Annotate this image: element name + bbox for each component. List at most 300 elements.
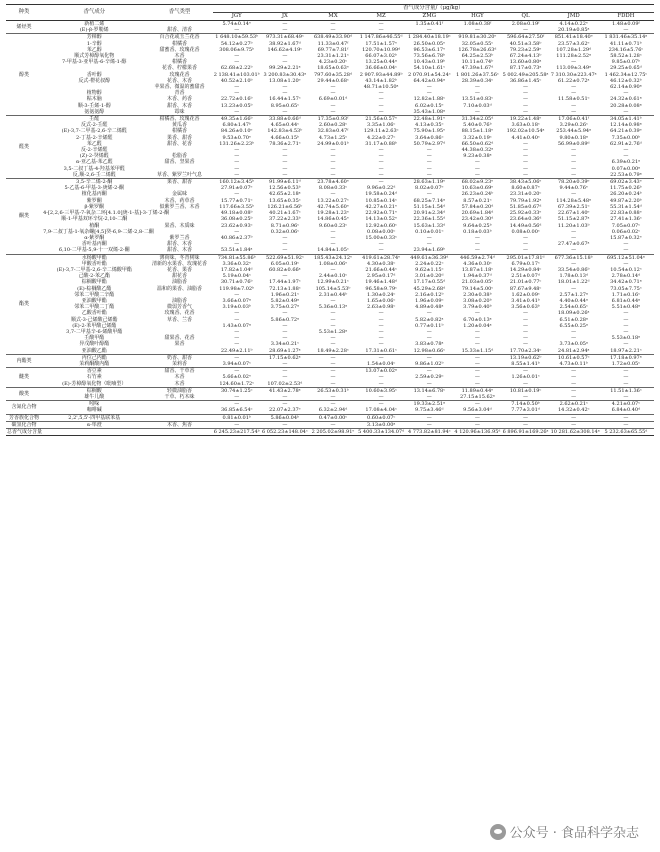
value-cell: — bbox=[309, 421, 357, 428]
compound-cell: 己酸-2-苯乙酯 bbox=[78, 273, 111, 280]
value-cell: — bbox=[261, 247, 309, 254]
value-cell: 5 002.49±205.58ᵃ bbox=[502, 71, 549, 78]
value-cell: 17.15±0.62ᵃ bbox=[269, 354, 301, 361]
odor-type-cell: 果香、甜香 bbox=[167, 179, 193, 186]
value-cell: 64.21±0.39ᵉ bbox=[610, 128, 642, 135]
value-cell: — bbox=[330, 234, 336, 241]
value-cell: 22.48±1.91ᵉ bbox=[413, 116, 446, 123]
value-cell: — bbox=[571, 84, 577, 91]
odor-type-cell: 干草、朽木味 bbox=[146, 394, 212, 401]
odor-type-cell: 松脂香 bbox=[172, 153, 188, 160]
value-cell: — bbox=[426, 241, 432, 248]
value-cell: 56.99±0.89ᵈ bbox=[557, 140, 590, 147]
value-cell: 7.05±0.07ᶜ bbox=[611, 222, 640, 229]
compound-cell: 3,5-辛二烯-2-酮 bbox=[76, 179, 113, 186]
value-cell: — bbox=[330, 297, 336, 304]
compound-cell: α-紫罗酮 bbox=[84, 234, 105, 241]
value-cell: 20.91±2.34ᵈ bbox=[413, 210, 446, 217]
value-cell: 3 200.83±30.43ᵃ bbox=[263, 71, 307, 78]
watermark-text: 公众号 · 食品科学杂志 bbox=[509, 826, 639, 841]
value-cell: 5.19±0.04ᶜ bbox=[222, 273, 251, 280]
value-cell: — bbox=[405, 172, 453, 179]
value-cell: 96.58±9.79ᶜ bbox=[365, 285, 397, 292]
value-cell: 42.74±5.60ᵉ bbox=[317, 203, 349, 210]
compound-cell: 顺-1-甲基双环辛烷-2,10-二酮 bbox=[61, 216, 128, 223]
value-cell: — bbox=[623, 341, 629, 348]
value-cell: 5.36±0.13ᵃ bbox=[318, 304, 348, 311]
total-value-cell: 2 205.02±98.91ᵉ bbox=[309, 429, 357, 436]
value-cell: — bbox=[378, 316, 384, 323]
value-cell: 19.28±1.23ᵉ bbox=[317, 210, 349, 217]
value-cell: 11.51±1.36ᶜ bbox=[610, 387, 642, 394]
odor-type-cell: 茉莉香 bbox=[146, 361, 212, 368]
value-cell: 185.43±24.12ᵉ bbox=[314, 254, 352, 261]
value-cell: 17.08±4.04ᶜ bbox=[357, 407, 405, 414]
value-cell: — bbox=[234, 191, 240, 198]
value-cell: — bbox=[426, 147, 432, 154]
value-cell: 45.29±2.68ᵈ bbox=[413, 285, 446, 292]
value-cell: 22.49±2.11ᵇ bbox=[213, 348, 261, 355]
value-cell: 6.32±2.94ᵈ bbox=[309, 407, 357, 414]
odor-type-cell: 似紫罗兰香、木香 bbox=[159, 203, 200, 210]
compound-cell: 植物醇 bbox=[86, 90, 102, 97]
value-cell: 16.44±1.57ᶜ bbox=[269, 96, 301, 103]
value-cell: 22.07±2.37ᵉ bbox=[261, 407, 309, 414]
value-cell: 3.41±0.41ᵇ bbox=[511, 297, 540, 304]
compound-cell: 苯乙醛 bbox=[86, 140, 102, 147]
value-cell: 0.47±0.00ᶜ bbox=[309, 414, 357, 421]
value-cell: — bbox=[378, 21, 384, 27]
value-cell: — bbox=[309, 381, 357, 388]
table-row bbox=[6, 247, 654, 254]
header-sample-hgy: HGY bbox=[471, 13, 484, 19]
value-cell: — bbox=[523, 84, 529, 91]
value-cell: 0.60±0.07ᶜ bbox=[357, 414, 405, 421]
compound-cell: 水杨酸甲酯 bbox=[81, 254, 107, 261]
value-cell: 2.08±0.19ᶠ bbox=[511, 21, 540, 27]
value-cell: 17.06±0.41ᶠ bbox=[558, 116, 590, 123]
value-cell: — bbox=[523, 322, 529, 329]
value-cell: — bbox=[234, 354, 240, 361]
value-cell: 40.21±1.67ᶜ bbox=[269, 210, 301, 217]
value-cell: — bbox=[598, 27, 654, 34]
value-cell: 10.61±0.57ᶜ bbox=[557, 354, 590, 361]
value-cell: — bbox=[426, 84, 432, 91]
value-cell: 5.53±1.28ᵃ bbox=[318, 328, 348, 335]
compound-cell: 顺式-3-己烯酸己烯酯 bbox=[70, 316, 118, 323]
category-cell: 碳氢化合物 bbox=[6, 421, 42, 428]
value-cell: 9.80±0.18ᵃ bbox=[559, 134, 588, 141]
value-cell: 18.97±2.21ᶜ bbox=[598, 348, 654, 355]
value-cell: — bbox=[309, 394, 357, 401]
value-cell: 53.51±1.84ᵃ bbox=[213, 247, 261, 254]
value-cell: 8.95±0.65ᶜ bbox=[270, 102, 299, 109]
compound-cell: 亚油酸乙酯 bbox=[42, 348, 146, 355]
value-cell: — bbox=[330, 228, 336, 235]
value-cell: — bbox=[261, 172, 309, 179]
value-cell: 62.14±0.90ᵃ bbox=[610, 84, 642, 91]
total-value-cell: 6 052.23±148.04ᶜ bbox=[261, 429, 308, 435]
value-cell: — bbox=[213, 394, 261, 401]
value-cell: — bbox=[357, 394, 405, 401]
value-cell: — bbox=[453, 421, 501, 428]
value-cell: 8.02±0.07ᵉ bbox=[415, 185, 444, 192]
value-cell: 19.58±0.24ᵈ bbox=[365, 191, 397, 198]
value-cell: — bbox=[501, 381, 549, 388]
value-cell: 13.51±0.83ᶜ bbox=[461, 96, 494, 103]
odor-type-cell: 甜香、木香 bbox=[167, 241, 193, 248]
compound-cell: 3,5-二叔丁基-4-羟基苯甲醛 bbox=[63, 165, 125, 172]
value-cell: 1 462.34±12.75ᶜ bbox=[604, 71, 648, 78]
value-cell: — bbox=[261, 394, 309, 401]
compound-cell: 茉莉酮酸内酯 bbox=[42, 361, 146, 368]
value-cell: 126.21±6.56ᵇ bbox=[267, 203, 303, 210]
value-cell: 11.89±0.44ᵉ bbox=[461, 387, 494, 394]
value-cell: 695.12±51.04ᵃ bbox=[606, 254, 645, 261]
value-cell: 96.53±6.17ᵉ bbox=[413, 46, 446, 53]
value-cell: 41.11±0.71ᵇ bbox=[610, 40, 642, 47]
value-cell: 10.11±0.74ᵇ bbox=[461, 59, 494, 66]
value-cell: — bbox=[571, 159, 577, 166]
value-cell: — bbox=[330, 374, 336, 381]
compound-cell: (E)-2-苯甲酸己烯酯 bbox=[72, 322, 117, 329]
value-cell: — bbox=[330, 102, 336, 109]
value-cell: — bbox=[213, 421, 261, 428]
value-cell: — bbox=[523, 368, 529, 375]
value-cell: 15.00±0.33ᶜ bbox=[365, 234, 397, 241]
value-cell: — bbox=[474, 328, 480, 335]
value-cell: — bbox=[426, 165, 432, 172]
compound-cell: α-亚乙基-苯乙醛 bbox=[75, 159, 113, 166]
value-cell: 24.32±0.61ᵃ bbox=[610, 96, 642, 103]
value-cell: 23.62±0.93ᶜ bbox=[221, 222, 253, 229]
value-cell: 2.54±0.65ᶜ bbox=[559, 304, 588, 311]
value-cell: 308.06±9.75ᵇ bbox=[219, 46, 255, 53]
value-cell: — bbox=[234, 335, 240, 342]
table-header bbox=[6, 5, 654, 21]
value-cell: 6.81±0.44ᵃ bbox=[611, 297, 641, 304]
value-cell: — bbox=[234, 53, 240, 60]
value-cell: 28.63±1.19ᵉ bbox=[413, 179, 446, 186]
wechat-icon bbox=[490, 824, 506, 840]
value-cell: 44.38±0.32ᵃ bbox=[461, 147, 494, 154]
value-cell: — bbox=[330, 266, 336, 273]
value-cell: — bbox=[378, 310, 384, 317]
category-cell: 醇类 bbox=[6, 34, 42, 116]
value-cell: — bbox=[426, 310, 432, 317]
value-cell: 107.02±2.53ᵈ bbox=[261, 381, 309, 388]
value-cell: — bbox=[474, 165, 480, 172]
value-cell: 17.82±1.04ᵈ bbox=[220, 266, 253, 273]
value-cell: 24.81±2.94ᵃ bbox=[550, 348, 598, 355]
value-cell: — bbox=[234, 59, 240, 66]
value-cell: 2 907.93±44.89ᵇ bbox=[359, 71, 403, 78]
odor-type-cell: 油脂香 bbox=[172, 279, 188, 286]
value-cell: 69.02±3.43ᵉ bbox=[610, 179, 642, 186]
value-cell: 3.64±0.86ᶜ bbox=[415, 134, 444, 141]
value-cell: 31.17±0.88ᵇ bbox=[365, 140, 397, 147]
value-cell: 18.65±0.63ᵉ bbox=[317, 65, 349, 72]
odor-type-cell: 木香、药香 bbox=[167, 96, 193, 103]
value-cell: 28.69±1.27ᵃ bbox=[261, 348, 309, 355]
value-cell: 51.15±2.87ᵃ bbox=[557, 216, 590, 223]
value-cell: — bbox=[426, 354, 432, 361]
value-cell: 1 648.10±59.53ᵇ bbox=[215, 34, 259, 41]
value-cell: 55.31±1.54ᵈ bbox=[610, 203, 642, 210]
value-cell: 6.51±0.28ᵃ bbox=[559, 316, 588, 323]
value-cell: 9.60±0.23ᶜ bbox=[318, 222, 348, 229]
compound-cell: 壬酸甲酯 bbox=[84, 335, 105, 342]
value-cell: 67.24±4.13ᵇ bbox=[509, 53, 542, 60]
value-cell: — bbox=[234, 310, 240, 317]
value-cell: 119.98±7.02ᵇ bbox=[219, 285, 255, 292]
compound-cell: 反-2-辛烯醛 bbox=[80, 147, 108, 154]
value-cell: 30.74±1.25ᶜ bbox=[221, 387, 253, 394]
value-cell: 1.08±0.38ᶠ bbox=[463, 21, 492, 27]
value-cell: 33.54±0.86ᵇ bbox=[557, 266, 590, 273]
value-cell: 22.67±1.40ᵉ bbox=[557, 210, 590, 217]
header-odor-type: 香气类型 bbox=[146, 5, 212, 21]
value-cell: — bbox=[571, 260, 577, 267]
value-cell: 42.27±0.21ᵉ bbox=[365, 203, 397, 210]
value-cell: 9.44±0.76ᵉ bbox=[559, 185, 588, 192]
value-cell: 26.53±0.31ᵇ bbox=[317, 387, 349, 394]
value-cell: — bbox=[426, 153, 432, 160]
value-cell: 13.07±0.02ᵃ bbox=[365, 368, 397, 375]
compound-cell: 紫罗酮 bbox=[86, 197, 102, 204]
value-cell: 734.81±55.86ᵇ bbox=[217, 254, 256, 261]
value-cell: 17.17±0.55ᵈ bbox=[413, 279, 446, 286]
value-cell: — bbox=[282, 310, 288, 317]
value-cell: — bbox=[523, 341, 529, 348]
value-cell: 25.92±0.33ᵉ bbox=[509, 210, 542, 217]
value-cell: 37.22±2.33ᵇ bbox=[269, 216, 301, 223]
value-cell: 2.62±0.21ᶜ bbox=[559, 401, 588, 408]
compound-cell: 植酮 bbox=[89, 222, 100, 229]
compound-cell: 2-丁基-2-辛烯醛 bbox=[76, 134, 113, 141]
value-cell: — bbox=[523, 90, 529, 97]
value-cell: 91.99±6.11ᵈ bbox=[269, 179, 301, 186]
value-cell: — bbox=[405, 414, 453, 421]
value-cell: 13.87±1.18ᶜ bbox=[461, 266, 494, 273]
value-cell: 4.14±0.22ᵉ bbox=[559, 21, 588, 27]
compound-cell: (E)-芳樟醇氧化物（吡喃型） bbox=[42, 381, 146, 388]
value-cell: 78.20±0.39ᵉ bbox=[557, 179, 590, 186]
value-cell: 35.43±1.08ᵃ bbox=[405, 109, 453, 116]
compound-cell: 乙酸香叶酯 bbox=[81, 310, 107, 317]
value-cell: 17.35±0.93ᶠ bbox=[317, 116, 349, 123]
value-cell: — bbox=[378, 374, 384, 381]
value-cell: 46.12±0.32ᵇ bbox=[610, 77, 642, 84]
value-cell: — bbox=[378, 102, 384, 109]
odor-type-cell: 轻微油脂香 bbox=[167, 387, 193, 394]
value-cell: 27.47±0.67ᵃ bbox=[557, 241, 590, 248]
odor-type-cell: 奶香、甜香 bbox=[167, 354, 193, 361]
value-cell: 15.33±1.15ᵈ bbox=[453, 348, 501, 355]
value-cell: 62.68±2.22ᵇ bbox=[220, 65, 253, 72]
value-cell: — bbox=[357, 381, 405, 388]
value-cell: 10.54±0.12ᶜ bbox=[610, 266, 642, 273]
value-cell: — bbox=[501, 172, 549, 179]
value-cell: 192.02±10.54ᵃ bbox=[506, 128, 545, 135]
value-cell: 22.92±0.71ᵉ bbox=[365, 210, 397, 217]
value-cell: 3.63±0.18ᶜ bbox=[511, 122, 540, 129]
value-cell: — bbox=[453, 361, 501, 368]
value-cell: 47.39±1.67ᵈ bbox=[461, 65, 494, 72]
value-cell: 64.42±0.94ᵃ bbox=[413, 77, 446, 84]
value-cell: 3.56±0.63ᵇ bbox=[511, 304, 540, 311]
value-cell: — bbox=[282, 241, 288, 248]
value-cell: 14.86±0.45ᵉ bbox=[317, 216, 349, 223]
value-cell: — bbox=[426, 90, 432, 97]
value-cell: 36.86±1.45ᶜ bbox=[509, 77, 542, 84]
value-cell: 3.34±0.21ᶜ bbox=[270, 341, 299, 348]
value-cell: 17.44±1.97ᶜ bbox=[269, 279, 301, 286]
value-cell: — bbox=[501, 247, 549, 254]
odor-type-cell: 金属味 bbox=[172, 191, 188, 198]
value-cell: — bbox=[523, 140, 529, 147]
value-cell: 99.29±2.21ᵃ bbox=[269, 65, 301, 72]
compound-cell: 6,10-二甲基-5,9-十一双烯-2-酮 bbox=[42, 247, 146, 254]
value-cell: 28.39±0.34ᶜ bbox=[461, 77, 494, 84]
total-value-cell: 5 232.63±65.55ᵈ bbox=[598, 429, 654, 436]
value-cell: 0.10±0.01ᶜ bbox=[415, 228, 444, 235]
value-cell: 253.44±5.94ᵃ bbox=[556, 128, 592, 135]
value-cell: 12.98±0.66ᶜ bbox=[405, 348, 453, 355]
value-cell: 23.42±0.30ᵈ bbox=[461, 216, 494, 223]
value-cell: 21.01±0.77ᶜ bbox=[509, 279, 542, 286]
compound-cell: 香豆素 bbox=[86, 368, 102, 375]
value-cell: 79.14±5.00ᶜ bbox=[461, 285, 494, 292]
value-cell: 22.36±1.55ᵈ bbox=[413, 216, 446, 223]
compound-cell: 棕榈酸甲酯 bbox=[81, 279, 107, 286]
odor-type-cell: 黄瓜香 bbox=[172, 122, 188, 129]
value-cell: — bbox=[234, 401, 240, 408]
value-cell: — bbox=[282, 153, 288, 160]
odor-type-cell: 甜香、清香 bbox=[146, 27, 212, 34]
value-cell: — bbox=[330, 165, 336, 172]
value-cell: — bbox=[309, 361, 357, 368]
header-sample-jgy: JGY bbox=[231, 13, 242, 19]
value-cell: — bbox=[571, 102, 577, 109]
compound-cell: 异戊酸叶醇酯 bbox=[79, 341, 110, 348]
value-cell: — bbox=[330, 322, 336, 329]
compound-cell: 香叶醇 bbox=[86, 71, 102, 78]
value-cell: 5.82±0.82ᵃ bbox=[415, 316, 444, 323]
odor-type-cell: 苹果香、微温的蜜甜香 bbox=[154, 84, 205, 91]
value-cell: 40.52±2.10ᵇ bbox=[220, 77, 253, 84]
compound-cell: 3,7-二甲基辛-6-烯酸甲酯 bbox=[66, 328, 123, 335]
value-cell: — bbox=[330, 341, 336, 348]
value-cell: — bbox=[550, 394, 598, 401]
value-cell: — bbox=[282, 335, 288, 342]
compound-cell: 7,9-二叔丁基-1-氧杂螺[4,5]癸-6,9-二烯-2,8-二酮 bbox=[43, 228, 154, 235]
value-cell: 919.81±30.20ᵉ bbox=[458, 34, 497, 41]
table-row bbox=[6, 368, 654, 375]
table-row bbox=[6, 354, 654, 361]
value-cell: 5.40±0.76ᵇ bbox=[463, 122, 492, 129]
value-cell: 6.05±0.19ᶜ bbox=[270, 260, 299, 267]
value-cell: 4.41±0.40ᶜ bbox=[511, 134, 540, 141]
value-cell: — bbox=[453, 109, 501, 116]
value-cell: 0.77±0.11ᵇ bbox=[415, 322, 444, 329]
value-cell: 4.30±0.38ᶜ bbox=[367, 260, 396, 267]
value-cell: 23.64±0.36ᵈ bbox=[509, 216, 542, 223]
value-cell: 54.10±1.61ᶜ bbox=[413, 65, 445, 72]
value-cell: — bbox=[571, 328, 577, 335]
value-cell: 14.49±0.56ᵈ bbox=[509, 222, 542, 229]
value-cell: 5.74±0.14ᵉ bbox=[222, 21, 251, 27]
value-cell: 40.86±2.37ᵇ bbox=[220, 234, 253, 241]
value-cell: 522.69±51.92ᶜ bbox=[265, 254, 304, 261]
value-cell: — bbox=[378, 401, 384, 408]
value-cell: — bbox=[571, 153, 577, 160]
value-cell: — bbox=[282, 53, 288, 60]
odor-type-cell: 柑橘香 bbox=[172, 40, 188, 47]
header-sample-jmd: JMD bbox=[567, 13, 580, 19]
value-cell: 5.86±0.72ᵃ bbox=[270, 316, 300, 323]
value-cell: 10.60±3.95ᶜ bbox=[365, 387, 397, 394]
value-cell: 40.51±3.58ᵇ bbox=[509, 40, 542, 47]
value-cell: 5.51±0.48ᵃ bbox=[611, 304, 641, 311]
odor-type-cell: 花香、木香 bbox=[167, 77, 193, 84]
value-cell: 2.51±0.07ᵈ bbox=[511, 273, 540, 280]
value-cell: 129.11±2.63ᶜ bbox=[363, 128, 399, 135]
value-cell: 8.60±0.87ᵉ bbox=[511, 185, 540, 192]
value-cell: 11.33±0.47ᶠ bbox=[317, 40, 349, 47]
compound-cell: 植化基丙酮 bbox=[81, 191, 107, 198]
value-cell: — bbox=[426, 234, 432, 241]
value-cell: 126.78±26.63ᵈ bbox=[458, 46, 497, 53]
value-cell: 7 310.30±223.47ᵃ bbox=[550, 71, 597, 78]
compound-cell: 香叶基丙酮 bbox=[81, 241, 107, 248]
odor-type-cell: 果香、木质味 bbox=[164, 222, 195, 229]
value-cell: — bbox=[623, 147, 629, 154]
value-cell: — bbox=[330, 310, 336, 317]
value-cell: — bbox=[357, 172, 405, 179]
value-cell: 9.96±0.22ᵈ bbox=[366, 185, 396, 192]
value-cell: — bbox=[330, 84, 336, 91]
value-cell: 18.01±1.22ᵈ bbox=[557, 279, 590, 286]
value-cell: 58.52±1.28ᶜ bbox=[610, 53, 642, 60]
value-cell: — bbox=[571, 90, 577, 97]
odor-type-cell: 花香、果香 bbox=[167, 266, 193, 273]
value-cell: 10.43±0.19ᵇ bbox=[413, 59, 446, 66]
value-cell: 1.96±0.09ᶜ bbox=[415, 297, 444, 304]
value-cell: 6.55±0.25ᵃ bbox=[559, 322, 588, 329]
odor-type-cell: 木香、药草香 bbox=[164, 197, 195, 204]
table-row bbox=[6, 361, 654, 368]
value-cell: — bbox=[523, 335, 529, 342]
odor-type-cell: 甜花香 bbox=[172, 273, 188, 280]
value-cell: 20.19±0.85ᵃ bbox=[550, 27, 598, 34]
value-cell: 3.01±0.20ᵈ bbox=[415, 273, 444, 280]
odor-type-cell bbox=[146, 401, 212, 408]
value-cell: — bbox=[623, 316, 629, 323]
value-cell: 1.72±0.05ᶜ bbox=[598, 361, 654, 368]
value-cell: — bbox=[550, 172, 598, 179]
value-cell: 73.05±7.75ᶜ bbox=[610, 285, 642, 292]
value-cell: 4.40±0.44ᵃ bbox=[559, 297, 588, 304]
value-cell: — bbox=[598, 421, 654, 428]
table-row bbox=[6, 128, 654, 134]
value-cell: — bbox=[571, 234, 577, 241]
value-cell: — bbox=[550, 414, 598, 421]
compound-cell: (Z)-2-癸烯醛 bbox=[79, 153, 109, 160]
value-cell: — bbox=[474, 234, 480, 241]
value-cell: 4.73±0.11ᵇ bbox=[550, 361, 598, 368]
value-cell: — bbox=[453, 27, 501, 34]
